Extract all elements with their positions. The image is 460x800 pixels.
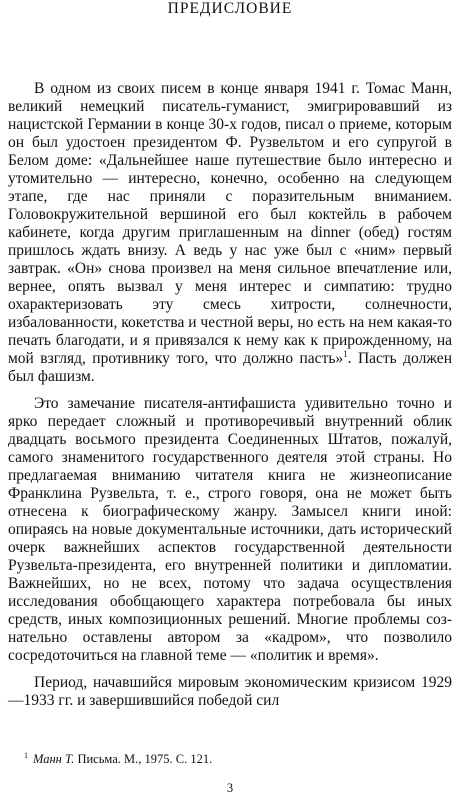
footnote-author: Манн Т. — [33, 752, 75, 766]
paragraph-1-text-end: . Пасть должен был фашизм. — [8, 350, 452, 385]
footnote-reference[interactable]: 1 — [343, 348, 348, 359]
page-number: 3 — [226, 781, 234, 795]
paragraph-3: Период, начавшийся мировым экономическим кризисом 1929—1933 гг. и завершившийся победой сил — [8, 674, 452, 709]
footnote-citation: Письма. М., 1975. С. 121. — [77, 752, 213, 766]
page-title: ПРЕДИСЛОВИЕ — [167, 0, 293, 17]
footnote — [24, 752, 212, 767]
paragraph-1 — [8, 80, 452, 386]
footnote-mark: 1 — [24, 750, 28, 760]
paragraph-2: Это замечание писателя-антифашиста удивительно точно и ярко передает сложный и противоречивый внутренний облик двадцать восьмого президента Соединенных Штатов, пожалуй, самого знаменитого государственного деятеля этой страны. Но предлагаемая вниманию читателя книга не жизнеописание Франклина Рузвельта, т. е., строго говоря, она не может быть отнесена к биографическому жанру. Замысел книги иной: опираясь на новые документальные источники, дать исторический очерк важнейших аспектов государственной деятельности Рузвельта-президента, его внутренней политики и дипломатии. Важнейших, но не всех, потому что задача осуществления исследования обобщающего характера потребовала бы иных средств, иных композиционных решений. Многие проблемы сознательно оставлены автором за «кадром», что позволило сосредоточиться на главной теме — «политик и время». — [8, 395, 452, 664]
paragraph-1-text: В одном из своих писем в конце января 1941 г. Томас Манн, великий немецкий писатель-гуманист, эмигрировавший из нацистской Германии в конце 30-х годов, писал о приеме, которым он был удостоен президентом Ф. Рузвельтом и его супругой в Белом доме: «Дальнейшее наше путешествие было интересно и утомительно — интересно, конечно, особенно на следующем этапе, где нас приняли с поразительным вниманием. Головокружительной вершиной его был коктейль в рабочем кабинете, когда другим приглашенным на dinner (обед) гостям пришлось ждать внизу. А ведь у нас уже был с «ним» первый завтрак. «Он» снова произвел на меня сильное впечатление или, вернее, опять вызвал у меня интерес и симпатию: трудно охарактеризовать эту смесь хитрости, солнечности, избалованности, кокетства и честной веры, но есть на нем какая-то печать благодати, и я привязался к нему как к прирожденному, на мой взгляд, противнику того, что должно пасть» — [8, 80, 452, 367]
main-text — [8, 80, 452, 710]
